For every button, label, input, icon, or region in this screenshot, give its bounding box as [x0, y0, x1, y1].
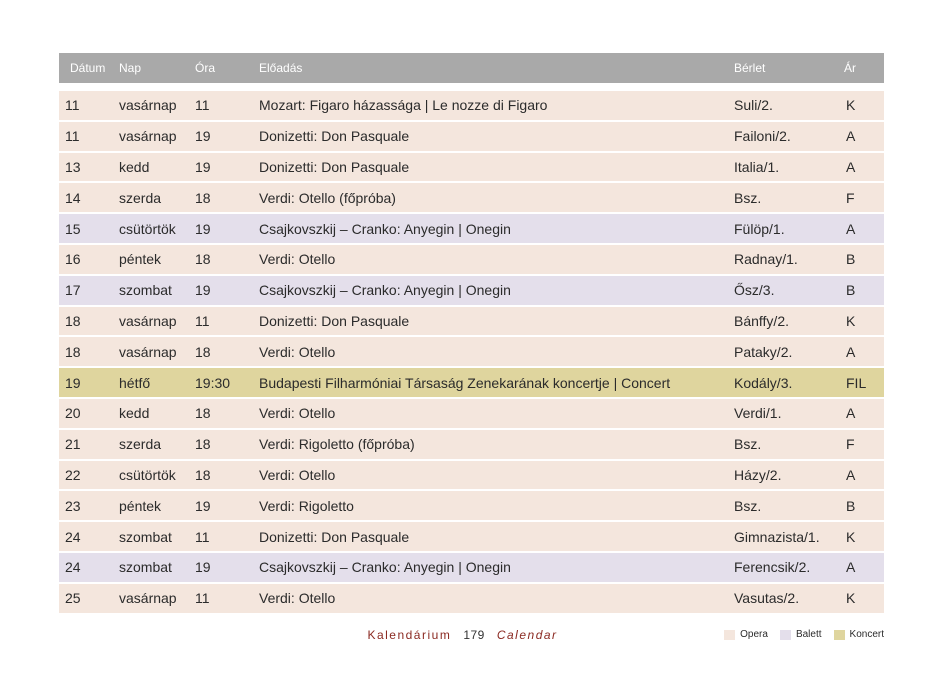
cell-title: Verdi: Otello (főpróba) [259, 189, 396, 206]
cell-date: 18 [65, 312, 81, 329]
legend-label: Koncert [849, 629, 884, 640]
cell-price: A [846, 466, 856, 483]
legend-item-opera [724, 629, 768, 640]
table-row [59, 522, 884, 551]
cell-date: 11 [65, 128, 80, 145]
cell-time: 19 [195, 282, 211, 299]
table-row [59, 91, 884, 120]
cell-subscription: Verdi/1. [734, 405, 782, 422]
table-row [59, 584, 884, 613]
cell-title: Verdi: Otello [259, 590, 336, 607]
cell-price: B [846, 251, 856, 268]
cell-time: 19 [195, 559, 211, 576]
legend-swatch [780, 630, 791, 640]
table-body [59, 91, 884, 613]
table-row [59, 553, 884, 582]
table-row [59, 337, 884, 366]
cell-time: 18 [195, 466, 211, 483]
cell-day: csütörtök [119, 220, 176, 237]
cell-title: Csajkovszkij – Cranko: Anyegin | Onegin [259, 220, 511, 237]
cell-day: vasárnap [119, 590, 177, 607]
cell-time: 18 [195, 189, 211, 206]
table-row [59, 153, 884, 182]
cell-title: Verdi: Otello [259, 251, 336, 268]
cell-day: csütörtök [119, 466, 176, 483]
cell-price: A [846, 128, 856, 145]
cell-subscription: Bsz. [734, 189, 762, 206]
table-row [59, 399, 884, 428]
cell-price: K [846, 528, 856, 545]
cell-title: Donizetti: Don Pasquale [259, 312, 410, 329]
cell-time: 11 [195, 528, 210, 545]
cell-time: 19 [195, 128, 211, 145]
cell-day: vasárnap [119, 97, 177, 114]
table-row [59, 214, 884, 243]
cell-date: 19 [65, 374, 81, 391]
legend [712, 629, 884, 640]
header-time: Óra [195, 61, 216, 75]
cell-price: K [846, 590, 856, 607]
cell-day: szombat [119, 282, 172, 299]
cell-subscription: Bánffy/2. [734, 312, 790, 329]
cell-subscription: Fülöp/1. [734, 220, 785, 237]
cell-title: Csajkovszkij – Cranko: Anyegin | Onegin [259, 559, 511, 576]
cell-day: hétfő [119, 374, 151, 391]
cell-price: A [846, 220, 856, 237]
cell-day: kedd [119, 405, 150, 422]
cell-subscription: Ferencsik/2. [734, 559, 811, 576]
cell-date: 21 [65, 436, 81, 453]
cell-day: szerda [119, 436, 162, 453]
footer-left-title: Kalendárium [367, 628, 452, 642]
cell-title: Verdi: Rigoletto [259, 497, 354, 514]
cell-date: 24 [65, 559, 81, 576]
cell-day: vasárnap [119, 343, 177, 360]
cell-subscription: Kodály/3. [734, 374, 793, 391]
cell-day: vasárnap [119, 128, 177, 145]
cell-subscription: Failoni/2. [734, 128, 791, 145]
cell-day: kedd [119, 158, 150, 175]
cell-date: 25 [65, 590, 81, 607]
header-price: Ár [844, 61, 856, 75]
cell-date: 15 [65, 220, 81, 237]
cell-subscription: Pataky/2. [734, 343, 793, 360]
cell-title: Verdi: Otello [259, 405, 336, 422]
legend-label: Opera [740, 629, 768, 640]
table-row [59, 430, 884, 459]
cell-time: 18 [195, 343, 211, 360]
table-row [59, 461, 884, 490]
cell-date: 20 [65, 405, 81, 422]
cell-day: szombat [119, 528, 172, 545]
cell-time: 19 [195, 220, 211, 237]
cell-title: Budapesti Filharmóniai Társaság Zenekarának koncertje | Concert [259, 374, 671, 391]
schedule-table [59, 53, 884, 613]
cell-date: 22 [65, 466, 81, 483]
cell-day: péntek [119, 251, 162, 268]
cell-price: A [846, 405, 856, 422]
table-row [59, 122, 884, 151]
cell-time: 11 [195, 312, 210, 329]
cell-price: A [846, 158, 856, 175]
cell-title: Donizetti: Don Pasquale [259, 128, 410, 145]
cell-date: 14 [65, 189, 81, 206]
table-row [59, 368, 884, 397]
cell-price: A [846, 343, 856, 360]
cell-time: 19:30 [195, 374, 231, 391]
cell-title: Csajkovszkij – Cranko: Anyegin | Onegin [259, 282, 511, 299]
cell-price: A [846, 559, 856, 576]
table-row [59, 245, 884, 274]
cell-subscription: Bsz. [734, 436, 762, 453]
cell-subscription: Suli/2. [734, 97, 773, 114]
cell-date: 24 [65, 528, 81, 545]
header-title: Előadás [259, 61, 303, 75]
cell-time: 18 [195, 405, 211, 422]
cell-date: 16 [65, 251, 81, 268]
cell-price: F [846, 436, 855, 453]
cell-subscription: Ősz/3. [734, 282, 775, 299]
cell-time: 11 [195, 590, 210, 607]
cell-title: Verdi: Otello [259, 466, 336, 483]
legend-swatch [834, 630, 845, 640]
cell-subscription: Radnay/1. [734, 251, 798, 268]
table-header [59, 53, 884, 83]
cell-date: 11 [65, 97, 80, 114]
cell-subscription: Italia/1. [734, 158, 780, 175]
cell-price: B [846, 497, 856, 514]
cell-price: K [846, 312, 856, 329]
page-number: 179 [463, 628, 485, 642]
legend-swatch [724, 630, 735, 640]
table-row [59, 307, 884, 336]
cell-time: 19 [195, 158, 211, 175]
cell-title: Verdi: Rigoletto (főpróba) [259, 436, 415, 453]
cell-subscription: Vasutas/2. [734, 590, 800, 607]
cell-subscription: Házy/2. [734, 466, 782, 483]
cell-title: Verdi: Otello [259, 343, 336, 360]
cell-day: szombat [119, 559, 172, 576]
table-row [59, 491, 884, 520]
table-row [59, 276, 884, 305]
header-subscription: Bérlet [734, 61, 766, 75]
cell-title: Donizetti: Don Pasquale [259, 158, 410, 175]
legend-item-koncert [834, 629, 884, 640]
cell-date: 13 [65, 158, 81, 175]
header-day: Nap [119, 61, 142, 75]
table-row [59, 183, 884, 212]
cell-price: K [846, 97, 856, 114]
cell-day: péntek [119, 497, 162, 514]
cell-price: F [846, 189, 855, 206]
cell-date: 18 [65, 343, 81, 360]
cell-day: szerda [119, 189, 162, 206]
cell-time: 11 [195, 97, 210, 114]
legend-item-balett [780, 629, 822, 640]
cell-day: vasárnap [119, 312, 177, 329]
cell-price: FIL [846, 374, 867, 391]
cell-price: B [846, 282, 856, 299]
cell-time: 18 [195, 251, 211, 268]
cell-date: 17 [65, 282, 81, 299]
cell-time: 18 [195, 436, 211, 453]
legend-label: Balett [795, 629, 822, 640]
header-date: Dátum [70, 61, 106, 75]
cell-title: Mozart: Figaro házassága | Le nozze di Figaro [259, 97, 548, 114]
cell-subscription: Gimnazista/1. [734, 528, 820, 545]
cell-time: 19 [195, 497, 211, 514]
cell-date: 23 [65, 497, 81, 514]
cell-title: Donizetti: Don Pasquale [259, 528, 410, 545]
cell-subscription: Bsz. [734, 497, 762, 514]
footer-right-title: Calendar [496, 628, 558, 642]
